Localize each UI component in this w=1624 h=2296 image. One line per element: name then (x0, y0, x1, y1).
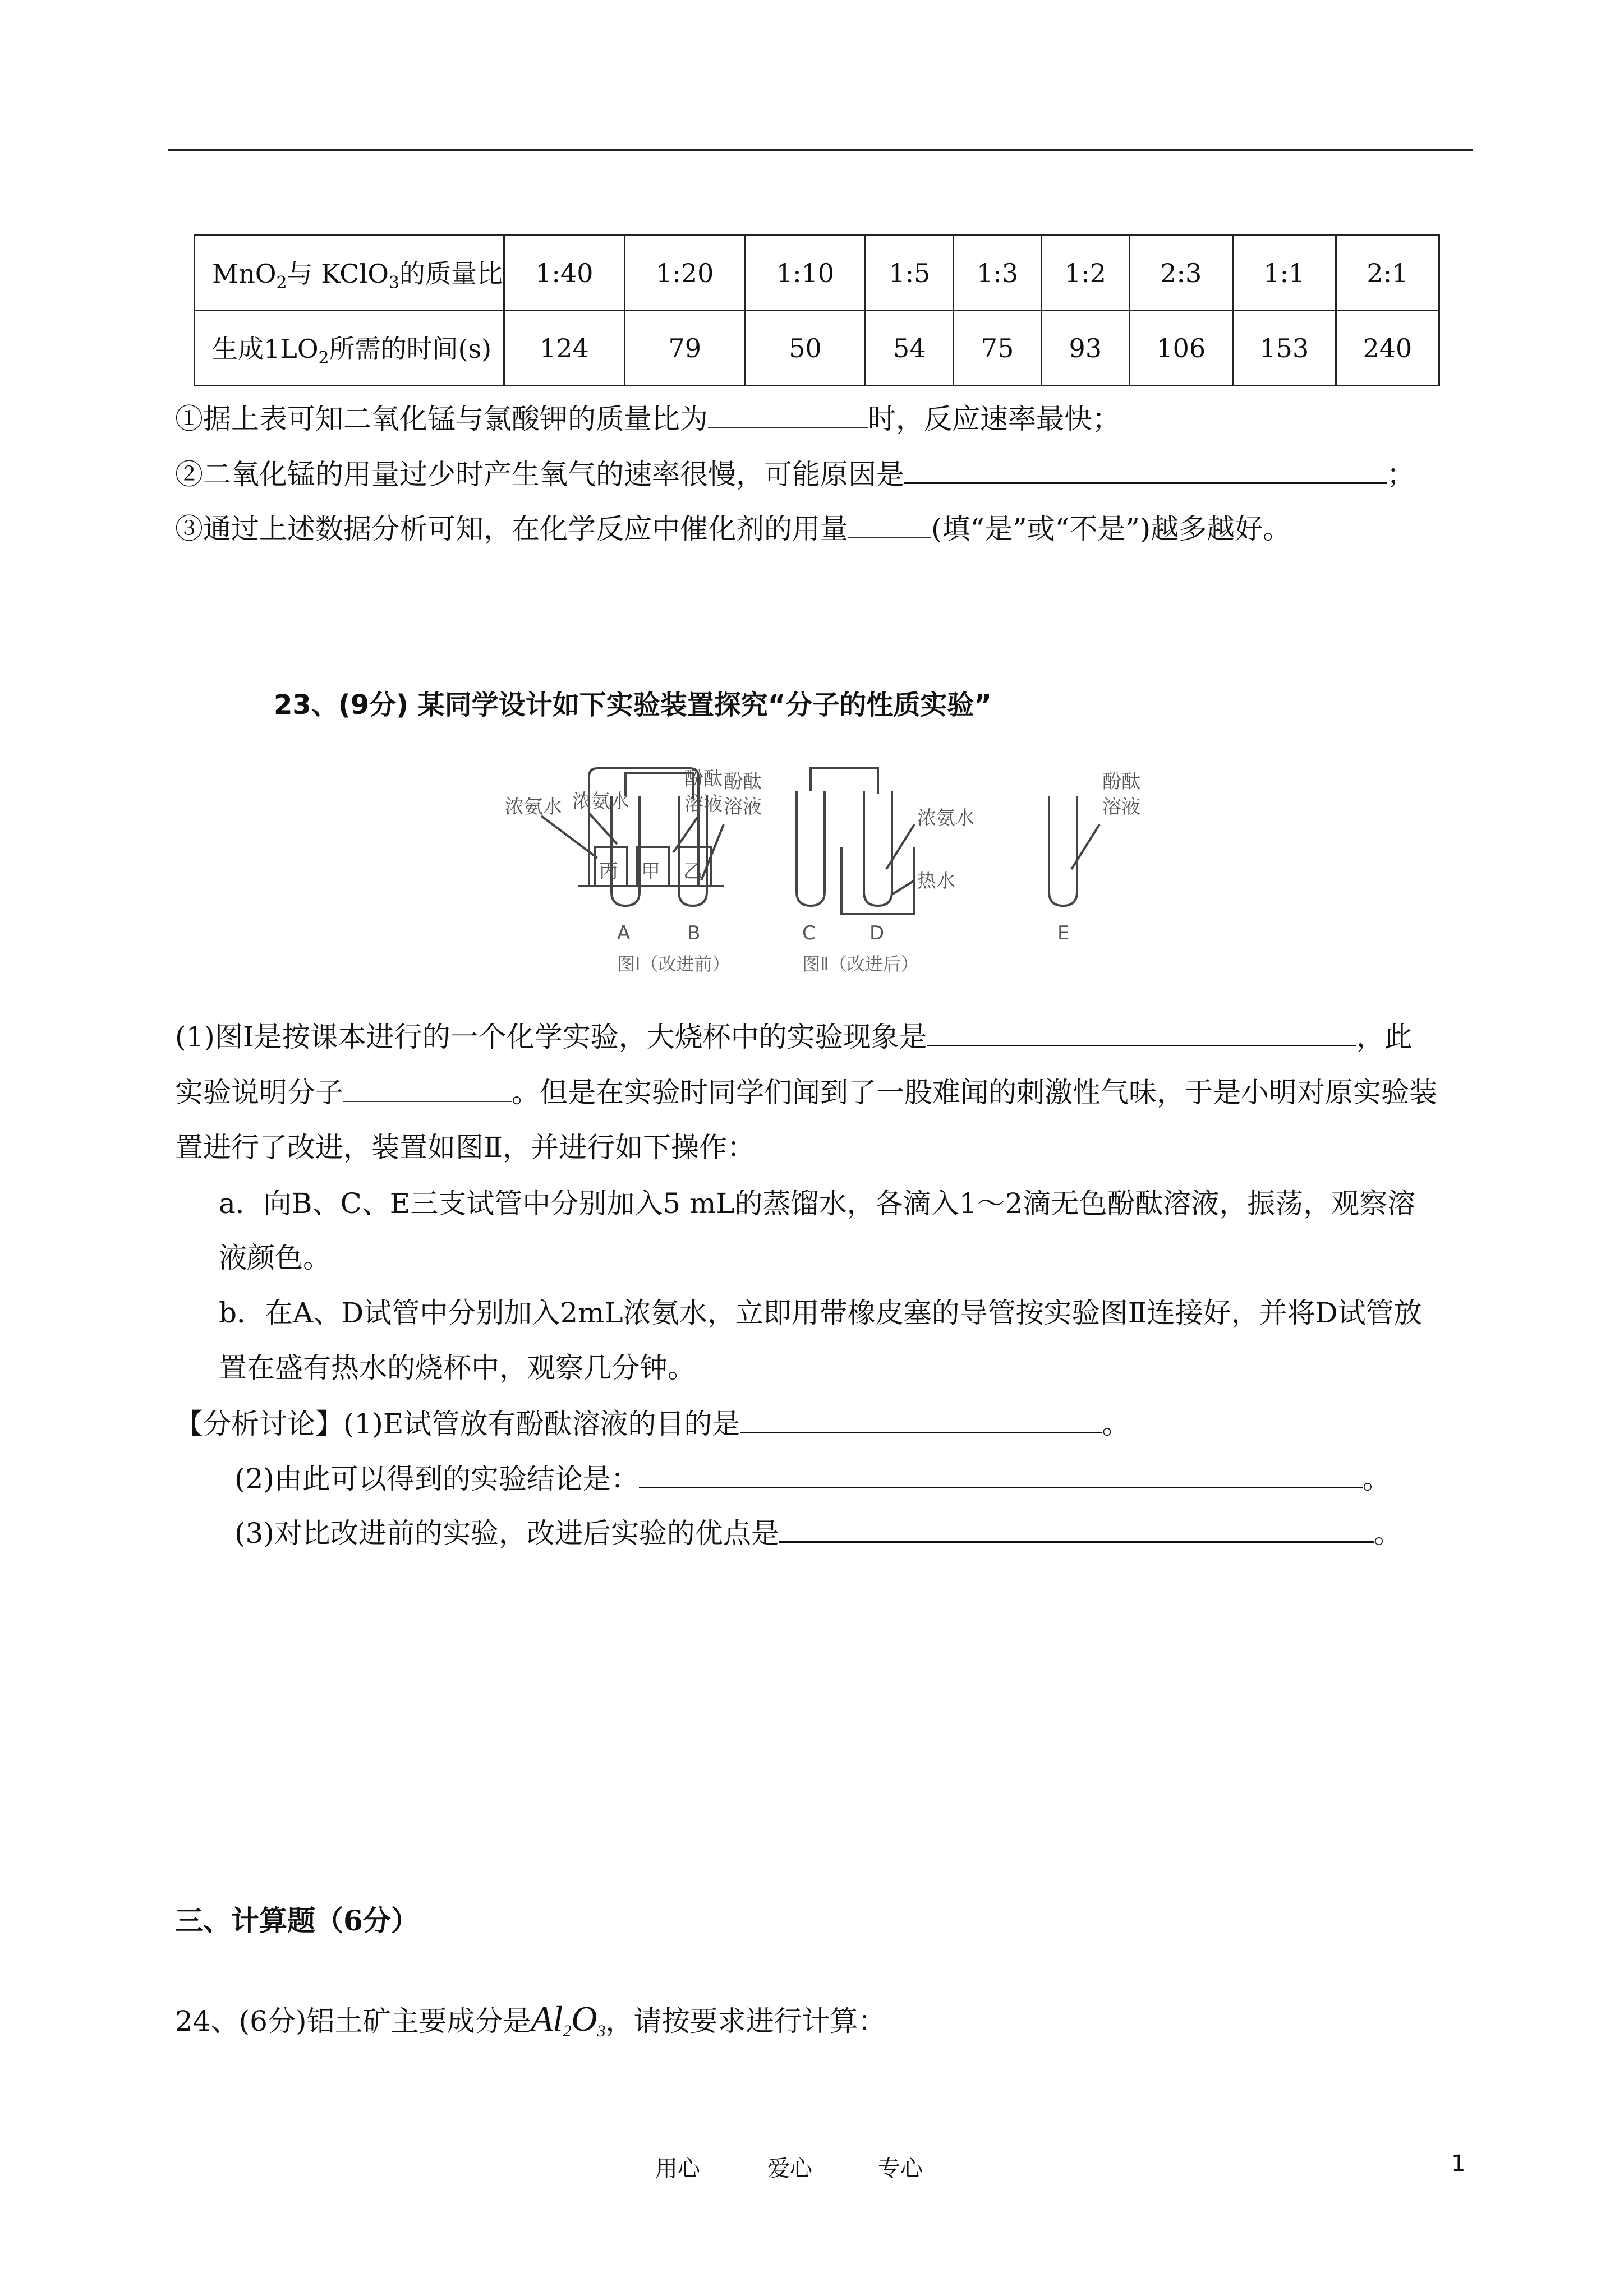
header-rule (168, 149, 1473, 151)
svg-text:酚酞: 酚酞 (684, 768, 723, 790)
answer-blank[interactable] (639, 1460, 1363, 1488)
table-cell: 2:1 (1336, 236, 1439, 311)
answer-blank[interactable] (904, 455, 1387, 484)
table-cell: 2:3 (1129, 236, 1232, 311)
connecting-tube-1 (625, 773, 693, 799)
tube-A (611, 796, 640, 906)
table-cell: 124 (504, 311, 625, 386)
table-cell: 93 (1041, 311, 1129, 386)
analysis-3: (3)对比改进前的实验，改进后实验的优点是 。 (234, 1514, 1402, 1551)
svg-text:B: B (687, 922, 701, 944)
table-row (195, 311, 1439, 386)
table-cell: 1:40 (504, 236, 625, 311)
page-number: 1 (1451, 2151, 1466, 2177)
table-cell: 1:5 (866, 236, 954, 311)
answer-blank[interactable] (343, 1074, 512, 1102)
svg-text:E: E (1057, 922, 1070, 944)
section-3-title: 三、计算题（6分） (175, 1904, 419, 1937)
svg-text:溶液: 溶液 (724, 796, 762, 818)
table-header-cell: MnO$_2$与 KClO$_3$的质量比 (195, 236, 504, 311)
svg-text:图Ⅱ（改进后）: 图Ⅱ（改进后） (802, 953, 919, 975)
q23-para-3: 置进行了改进，装置如图Ⅱ，并进行如下操作： (175, 1131, 755, 1164)
table-cell: 240 (1336, 311, 1439, 386)
answer-blank[interactable] (927, 1018, 1356, 1046)
step-b-line-1: b．在A、D试管中分别加入2mL浓氨水，立即用带橡皮塞的导管按实验图Ⅱ连接好，并将D试管放 (219, 1297, 1422, 1329)
tube-E (1049, 796, 1077, 906)
question-24: 24、(6分)铝土矿主要成分是$Al_2O_3$，请按要求进行计算： (175, 1999, 886, 2040)
connecting-tube-2 (811, 768, 878, 794)
table-cell: 1:1 (1232, 236, 1336, 311)
answer-blank[interactable] (848, 510, 931, 538)
step-b-line-2: 置在盛有热水的烧杯中，观察几分钟。 (219, 1352, 696, 1384)
answer-blank[interactable] (708, 400, 868, 428)
svg-text:溶液: 溶液 (1102, 796, 1140, 818)
svg-text:浓氨水: 浓氨水 (917, 807, 974, 829)
table-cell: 153 (1232, 311, 1336, 386)
footer-word-2: 爱心 (767, 2156, 812, 2182)
tube-D (864, 791, 892, 906)
table-header-cell: 生成$1LO_2$所需的时间(s) (195, 311, 504, 386)
q22-line-3: ③通过上述数据分析可知，在化学反应中催化剂的用量 (填“是”或“不是”)越多越好。 (175, 510, 1291, 546)
step-a-line-2: 液颜色。 (219, 1242, 331, 1274)
analysis-1: 【分析讨论】(1)E试管放有酚酞溶液的目的是 。 (175, 1405, 1130, 1441)
table-cell: 1:20 (624, 236, 745, 311)
analysis-2: (2)由此可以得到的实验结论是： 。 (234, 1460, 1391, 1496)
table-row (195, 236, 1439, 311)
svg-text:溶液: 溶液 (684, 793, 723, 815)
table-cell: 50 (745, 311, 866, 386)
svg-text:C: C (802, 922, 816, 944)
table-cell: 79 (624, 311, 745, 386)
svg-text:A: A (617, 922, 631, 944)
answer-blank[interactable] (779, 1514, 1374, 1543)
answer-blank[interactable] (740, 1405, 1102, 1433)
footer-word-3: 专心 (878, 2156, 923, 2182)
catalyst-ratio-table (194, 234, 1440, 386)
question-23-title: 23、(9分) 某同学设计如下实验装置探究“分子的性质实验” (274, 689, 992, 721)
tube-C (797, 791, 825, 906)
table-cell: 1:3 (954, 236, 1042, 311)
al2o3-formula: $Al_2O_3$ (531, 1999, 606, 2040)
svg-text:酚酞: 酚酞 (724, 771, 762, 793)
q22-line-1: ①据上表可知二氧化锰与氯酸钾的质量比为 时，反应速率最快； (175, 400, 1120, 436)
svg-text:D: D (869, 922, 885, 944)
svg-text:丙: 丙 (599, 860, 618, 883)
q23-para-1: (1)图Ⅰ是按课本进行的一个化学实验，大烧杯中的实验现象是 ，此 (175, 1018, 1413, 1054)
svg-text:浓氨水: 浓氨水 (572, 790, 629, 813)
q23-para-2: 实验说明分子 。但是在实验时同学们闻到了一股难闻的刺激性气味，于是小明对原实验装 (175, 1074, 1437, 1110)
table-cell: 54 (866, 311, 954, 386)
svg-text:图Ⅰ（改进前）: 图Ⅰ（改进前） (617, 953, 730, 975)
svg-text:酚酞: 酚酞 (1102, 771, 1140, 793)
hot-water-beaker (841, 847, 914, 914)
svg-text:甲: 甲 (641, 860, 660, 883)
table-cell: 75 (954, 311, 1042, 386)
step-a-line-1: a．向B、C、E三支试管中分别加入5 mL的蒸馏水，各滴入1～2滴无色酚酞溶液，振荡，观察溶 (219, 1187, 1416, 1220)
table-cell: 106 (1129, 311, 1232, 386)
table-cell: 1:10 (745, 236, 866, 311)
svg-text:浓氨水: 浓氨水 (505, 796, 562, 818)
q22-line-2: ②二氧化锰的用量过少时产生氧气的速率很慢，可能原因是 ； (175, 455, 1415, 492)
svg-text:热水: 热水 (917, 870, 955, 892)
svg-text:乙: 乙 (683, 860, 702, 883)
footer-word-1: 用心 (655, 2156, 700, 2182)
experiment-figure (477, 746, 1374, 981)
table-cell: 1:2 (1041, 236, 1129, 311)
